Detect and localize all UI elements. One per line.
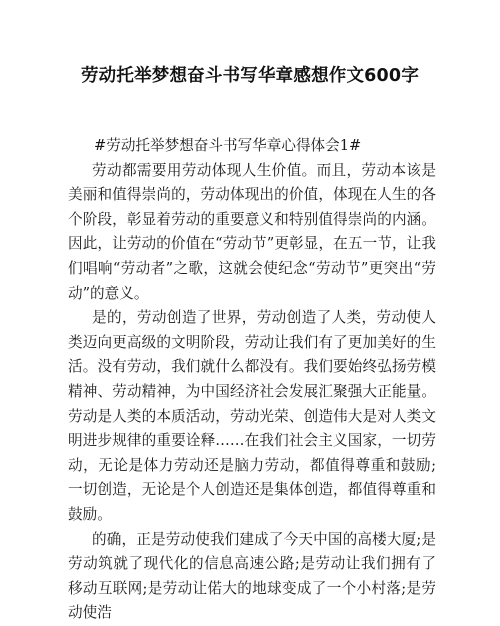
document-body: [68, 134, 436, 626]
paragraph-1: 劳动都需要用劳动体现人生价值。而且，劳动本该是美丽和值得崇尚的，劳动体现出的价值，体现在人生的各个阶段，彰显着劳动的重要意义和特别值得崇尚的内涵。因此，让劳动的价值在“劳动节”更彰显，在五一节，让我们唱响“劳动者”之歌，这就会使纪念“劳动节”更突出“劳动”的意义。: [68, 161, 436, 302]
document-title: 劳动托举梦想奋斗书写华章感想作文600字: [80, 66, 420, 86]
paragraph-2: 是的，劳动创造了世界，劳动创造了人类，劳动使人类迈向更高级的文明阶段，劳动让我们有了更加美好的生活。没有劳动，我们就什么都没有。我们要始终弘扬劳模精神、劳动精神，为中国经济社会发展汇聚强大正能量。劳动是人类的本质活动，劳动光荣、创造伟大是对人类文明进步规律的重要诠释……在我们社会主义国家，一切劳动，无论是体力劳动还是脑力劳动，都值得尊重和鼓励;一切创造，无论是个人创造还是集体创造，都值得尊重和鼓励。: [68, 309, 436, 523]
paragraph-3: 的确，正是劳动使我们建成了今天中国的高楼大厦;是劳动筑就了现代化的信息高速公路;是劳动让我们拥有了移动互联网;是劳动让偌大的地球变成了一个小村落;是劳动使浩: [68, 530, 436, 622]
section-heading: #劳动托举梦想奋斗书写华章心得体会1#: [94, 137, 362, 154]
